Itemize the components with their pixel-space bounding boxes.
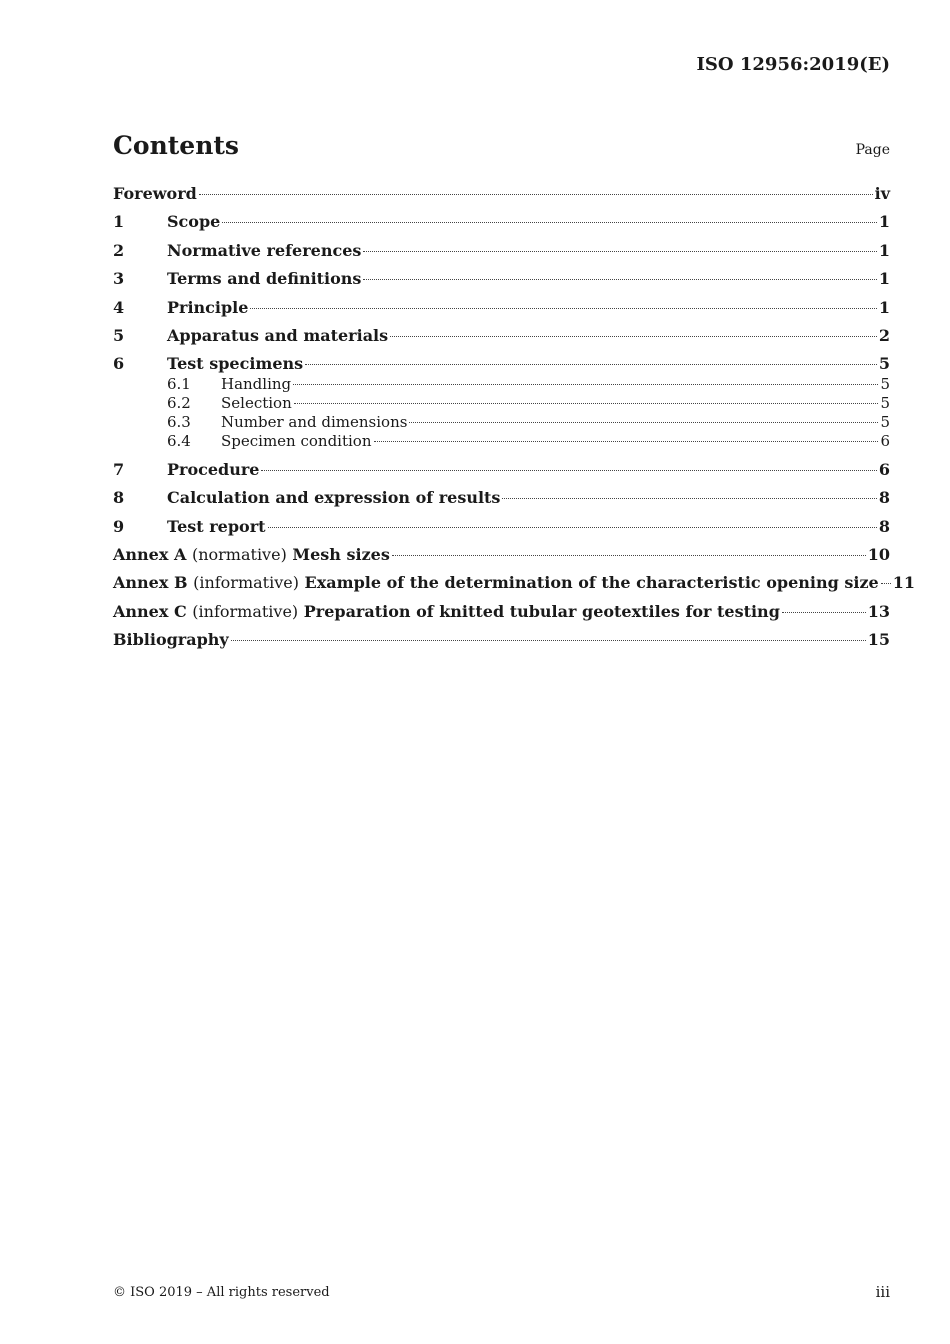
dot-leader [199, 194, 873, 195]
toc-entry-page: 1 [878, 212, 890, 232]
dot-leader [881, 583, 891, 584]
toc-entry-procedure[interactable] [113, 460, 890, 488]
toc-subentry-title: Handling [221, 374, 292, 393]
dot-leader [374, 441, 879, 442]
dot-leader [231, 640, 866, 641]
toc-entry-page: iv [874, 184, 890, 203]
toc-entry-number: 2 [113, 240, 125, 260]
toc-entry-number: 1 [113, 212, 125, 232]
dot-leader [363, 279, 876, 280]
toc-subentry-title: Selection [221, 393, 292, 412]
dot-leader [222, 222, 877, 223]
dot-leader [250, 308, 876, 309]
copyright-notice: © ISO 2019 – All rights reserved [113, 1285, 330, 1300]
toc-entry-scope[interactable] [113, 212, 890, 240]
toc-entry-title: Test specimens [167, 354, 304, 374]
toc-entry-page: 8 [878, 516, 890, 536]
toc-entry-number: 3 [113, 269, 125, 289]
document-code: ISO 12956:2019(E) [696, 54, 890, 75]
toc-entry-number: 6 [113, 354, 125, 374]
toc-entry-terms-and-definitions[interactable] [113, 269, 890, 297]
toc-subentry-number: 6.1 [167, 374, 191, 393]
toc-entry-title: Test report [167, 516, 266, 536]
toc-entry-title: Calculation and expression of results [167, 488, 501, 508]
toc-subentry-page: 5 [880, 374, 890, 393]
toc-subentry-specimen-condition[interactable] [113, 432, 890, 451]
toc-annex-c[interactable] [113, 602, 890, 630]
toc-entry-calculation-and-expression[interactable] [113, 488, 890, 516]
toc-subentry-page: 5 [880, 393, 890, 412]
annex-id: Annex C [113, 601, 187, 621]
toc-entry-principle[interactable] [113, 298, 890, 326]
toc-annex-b[interactable] [113, 573, 915, 601]
toc-annex-a[interactable] [113, 545, 890, 573]
toc-entry-number: 7 [113, 459, 125, 479]
toc-entry-title: Principle [167, 297, 249, 317]
toc-entry-foreword[interactable] [113, 184, 890, 212]
dot-leader [409, 422, 878, 423]
toc-entry-normative-references[interactable] [113, 241, 890, 269]
toc-entry-title: Scope [167, 212, 221, 232]
annex-title: Preparation of knitted tubular geotextiles for testing [303, 601, 780, 621]
toc-subentry-handling[interactable] [113, 375, 890, 394]
toc-entry-number: 4 [113, 297, 125, 317]
toc-subentry-selection[interactable] [113, 394, 890, 413]
toc-entry-title: Apparatus and materials [167, 325, 389, 345]
toc-subentry-number: 6.2 [167, 393, 191, 412]
toc-entry-number: 9 [113, 516, 125, 536]
toc-entry-page: 5 [878, 354, 890, 374]
toc-entry-page: 15 [867, 630, 890, 650]
toc-entry-number: 8 [113, 488, 125, 508]
toc-subentry-page: 5 [880, 412, 890, 431]
toc-entry-page: 6 [878, 459, 890, 479]
toc-entry-page: 1 [878, 240, 890, 260]
dot-leader [782, 612, 866, 613]
toc-subentry-number: 6.3 [167, 412, 191, 431]
toc-entry-title: Procedure [167, 459, 260, 479]
dot-leader [293, 384, 878, 385]
annex-kind: (informative) [193, 573, 299, 593]
contents-heading: Contents [113, 131, 240, 160]
toc-entry-page: 13 [867, 601, 890, 621]
annex-kind: (normative) [191, 544, 287, 564]
toc-entry-title: Normative references [167, 240, 362, 260]
dot-leader [305, 364, 877, 365]
toc-subentry-page: 6 [880, 431, 890, 450]
annex-title: Mesh sizes [292, 544, 390, 564]
page-column-label: Page [855, 142, 890, 158]
toc-entry-apparatus-and-materials[interactable] [113, 326, 890, 354]
table-of-contents [113, 184, 915, 658]
toc-subentry-title: Specimen condition [221, 431, 372, 450]
annex-kind: (informative) [192, 601, 299, 621]
dot-leader [261, 470, 876, 471]
toc-entry-page: 10 [867, 544, 890, 564]
toc-entry-bibliography[interactable] [113, 630, 890, 658]
annex-id: Annex A [113, 544, 187, 564]
toc-entry-page: 2 [878, 325, 890, 345]
toc-subentry-number: 6.4 [167, 431, 191, 450]
dot-leader [502, 498, 876, 499]
toc-entry-page: 8 [878, 488, 890, 508]
dot-leader [390, 336, 877, 337]
toc-entry-title: Foreword [113, 184, 197, 203]
page-number: iii [875, 1283, 890, 1301]
toc-entry-number: 5 [113, 325, 125, 345]
annex-title: Example of the determination of the characteristic opening size [304, 573, 879, 593]
toc-subentry-title: Number and dimensions [221, 412, 408, 431]
toc-entry-title: Bibliography [113, 630, 229, 650]
dot-leader [268, 527, 877, 528]
dot-leader [294, 403, 879, 404]
toc-entry-title: Terms and definitions [167, 269, 362, 289]
toc-entry-page: 1 [878, 297, 890, 317]
annex-id: Annex B [113, 573, 188, 593]
toc-entry-page: 1 [878, 269, 890, 289]
toc-entry-test-report[interactable] [113, 517, 890, 545]
dot-leader [392, 555, 866, 556]
toc-subentry-number-and-dimensions[interactable] [113, 413, 890, 432]
dot-leader [363, 251, 876, 252]
toc-entry-page: 11 [892, 573, 915, 593]
